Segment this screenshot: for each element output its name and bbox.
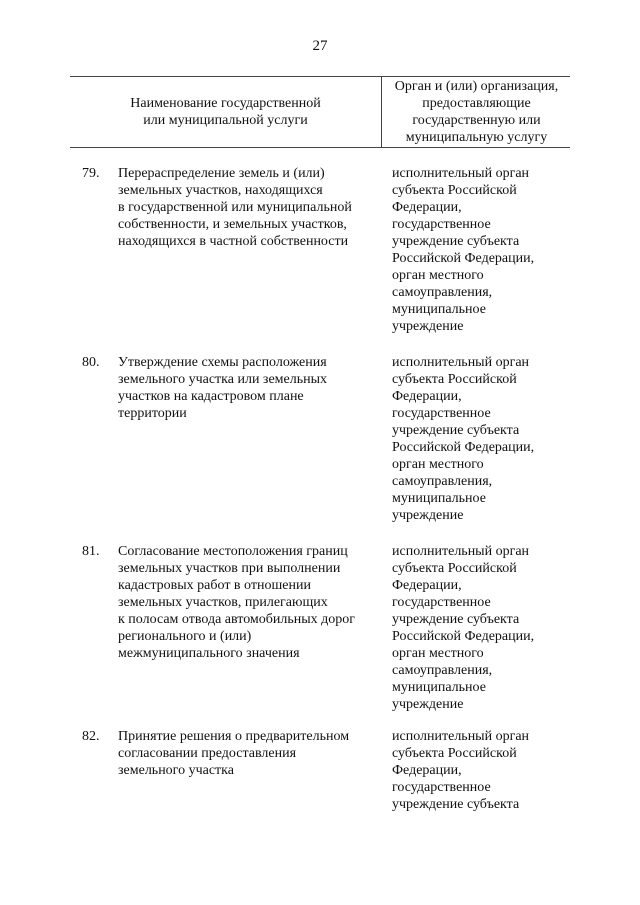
row-number: 81. (82, 544, 100, 559)
header-organization-line: государственную или (412, 113, 541, 128)
organization-line: Российской Федерации, (392, 251, 535, 266)
organization (392, 543, 572, 713)
organization-line: орган местного (392, 646, 484, 661)
service-line: кадастровых работ в отношении (118, 578, 311, 593)
organization (392, 728, 572, 813)
service-line: Перераспределение земель и (или) (118, 166, 325, 181)
organization-line: государственное (392, 406, 491, 421)
service-name (118, 165, 383, 250)
organization-line: учреждение субъекта (392, 612, 520, 627)
service-line: Утверждение схемы расположения (118, 355, 327, 370)
service-line: Согласование местоположения границ (118, 544, 348, 559)
service-line: межмуниципального значения (118, 646, 300, 661)
header-divider (381, 76, 382, 147)
organization-line: орган местного (392, 268, 484, 283)
service-line: земельных участков, прилегающих (118, 595, 328, 610)
organization-line: исполнительный орган (392, 729, 530, 744)
organization-line: учреждение субъекта (392, 797, 520, 812)
organization-line: исполнительный орган (392, 355, 530, 370)
service-line: территории (118, 406, 187, 421)
organization-line: исполнительный орган (392, 544, 530, 559)
service-line: земельного участка (118, 763, 234, 778)
header-top-rule (70, 76, 570, 77)
organization-line: Федерации, (392, 763, 462, 778)
organization-line: Федерации, (392, 389, 462, 404)
row-number: 79. (82, 166, 100, 181)
organization-line: учреждение (392, 697, 464, 712)
service-line: собственности, и земельных участков, (118, 217, 347, 232)
organization-line: субъекта Российской (392, 372, 517, 387)
service-name (118, 728, 383, 779)
organization (392, 165, 572, 335)
service-line: Принятие решения о предварительном (118, 729, 350, 744)
header-organization-line: муниципальную услугу (405, 130, 548, 145)
service-line: земельного участка или земельных (118, 372, 328, 387)
service-line: к полосам отвода автомобильных дорог (118, 612, 356, 627)
organization-line: муниципальное (392, 680, 486, 695)
row-number: 80. (82, 355, 100, 370)
page-number: 27 (312, 38, 328, 54)
organization-line: субъекта Российской (392, 746, 517, 761)
service-line: находящихся в частной собственности (118, 234, 349, 249)
header-service-line: Наименование государственной (130, 96, 321, 111)
organization-line: государственное (392, 595, 491, 610)
row-number: 82. (82, 729, 100, 744)
organization-line: государственное (392, 780, 491, 795)
organization-line: учреждение субъекта (392, 234, 520, 249)
header-organization-column (383, 78, 570, 146)
service-line: регионального и (или) (118, 629, 252, 644)
service-line: согласовании предоставления (118, 746, 297, 761)
header-service-column (70, 95, 381, 129)
organization-line: субъекта Российской (392, 561, 517, 576)
organization-line: муниципальное (392, 302, 486, 317)
organization (392, 354, 572, 524)
organization-line: учреждение (392, 319, 464, 334)
header-organization-line: Орган и (или) организация, (394, 79, 559, 94)
organization-line: Российской Федерации, (392, 629, 535, 644)
service-line: участков на кадастровом плане (118, 389, 304, 404)
organization-line: самоуправления, (392, 663, 493, 678)
organization-line: субъекта Российской (392, 183, 517, 198)
organization-line: учреждение (392, 508, 464, 523)
service-line: земельных участков при выполнении (118, 561, 341, 576)
organization-line: самоуправления, (392, 474, 493, 489)
organization-line: самоуправления, (392, 285, 493, 300)
header-bottom-rule (70, 147, 570, 148)
organization-line: муниципальное (392, 491, 486, 506)
organization-line: Федерации, (392, 578, 462, 593)
organization-line: государственное (392, 217, 491, 232)
organization-line: Российской Федерации, (392, 440, 535, 455)
header-service-line: или муниципальной услуги (143, 113, 308, 128)
service-line: в государственной или муниципальной (118, 200, 352, 215)
service-line: земельных участков, находящихся (118, 183, 323, 198)
organization-line: Федерации, (392, 200, 462, 215)
organization-line: учреждение субъекта (392, 423, 520, 438)
organization-line: орган местного (392, 457, 484, 472)
organization-line: исполнительный орган (392, 166, 530, 181)
header-organization-line: предоставляющие (422, 96, 531, 111)
service-name (118, 354, 383, 422)
service-name (118, 543, 383, 662)
